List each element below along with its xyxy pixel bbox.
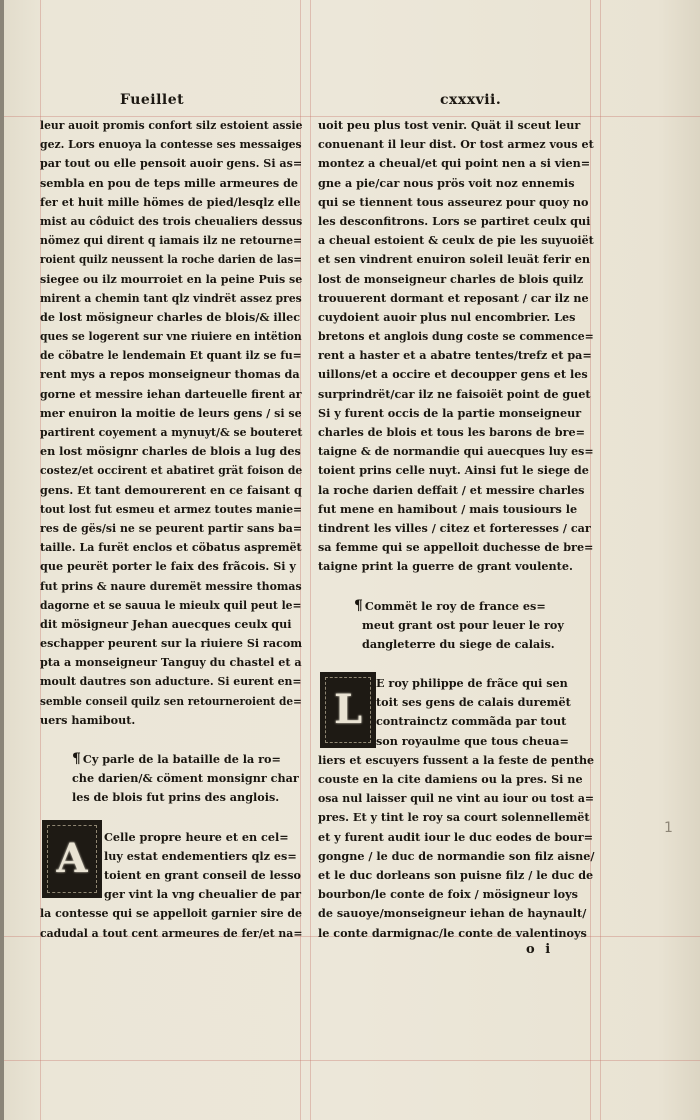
rubric-line: che darien/& cöment monsignr char [72, 771, 299, 786]
right-rubric [318, 597, 594, 655]
text-line: de lost mösigneur charles de blois/& illec [40, 309, 301, 324]
text-line: mer enuiron la moitie de leurs gens / si se [40, 405, 302, 420]
rubric-line: Cy parle de la bataille de la ro= [82, 752, 281, 766]
text-line: pta a monseigneur Tanguy du chastel et a [40, 655, 302, 670]
pilcrow-icon: ¶ [354, 597, 363, 614]
text-line: gens. Et tant demourerent en ce faisant q [40, 482, 302, 497]
ruling-line [4, 1060, 700, 1061]
running-head-right: cxxxvii. [440, 92, 502, 108]
running-head-left: Fueillet [120, 92, 185, 108]
text-line: mirent a chemin tant qlz vindrët assez pres [40, 290, 302, 305]
text-line: charles de blois et tous les barons de bre= [318, 425, 585, 439]
text-line: res de gës/si ne se peurent partir sans ba= [40, 520, 303, 535]
text-line: gez. Lors enuoya la contesse ses messaiges [40, 137, 302, 152]
right-column [318, 116, 594, 943]
text-line: toient prins celle nuyt. Ainsi fut le siege de [318, 463, 589, 478]
text-line: et sen vindrent enuiron soleil leuät ferir en [318, 252, 591, 267]
rubric-line: Commët le roy de france es= [364, 598, 546, 613]
text-line: semble conseil quilz sen retourneroient de= [40, 693, 302, 708]
text-line: Si y furent occis de la partie monseigneur [318, 405, 582, 420]
text-line: a cheual estoient & ceulx de pie les suyuoiët [318, 233, 594, 248]
text-line: trouuerent dormant et reposant / car ilz ne [318, 290, 589, 305]
text-line: luy estat endementiers qlz es= [104, 848, 297, 863]
text-line: de cöbatre le lendemain Et quant ilz se fu= [40, 348, 302, 363]
initial-letter: A [56, 835, 88, 882]
text-line: nömez qui dirent q iamais ilz ne retourne= [40, 233, 303, 248]
text-line: tout lost fut esmeu et armez toutes manie= [40, 501, 303, 516]
text-line: sembla en pou de teps mille armeures de [40, 175, 299, 190]
text-line: E roy philippe de frãce qui sen [376, 676, 568, 691]
pilcrow-icon: ¶ [72, 751, 81, 767]
text-line: ques se logerent sur vne riuiere en intëtion [40, 329, 302, 344]
text-line: et le duc dorleans son puisne filz / le duc de [318, 867, 594, 882]
text-line: bourbon/le conte de foix / mösigneur loys [318, 887, 578, 902]
text-line: Celle propre heure et en cel= [104, 829, 289, 844]
text-line: liers et escuyers fussent a la feste de penthe [318, 752, 595, 767]
text-line: contrainctz commãda par tout [376, 714, 567, 729]
text-line: pres. Et y tint le roy sa court solennellemët [318, 810, 590, 825]
text-line: que peurët porter le faix des frãcois. Si y [40, 559, 296, 574]
text-line: eschapper peurent sur la riuiere Si racom [40, 636, 303, 651]
text-line: couste en la cite damiens ou la pres. Si ne [318, 772, 583, 786]
text-line: toient en grant conseil de lesso [104, 867, 301, 882]
text-line: taille. La furët enclos et cöbatus aspremët [40, 540, 302, 555]
text-line: costez/et occirent et abatiret grät foison de [40, 463, 303, 478]
rubric-line: meut grant ost pour leuer le roy [362, 617, 564, 632]
text-line: siegee ou ilz mourroiet en la peine Puis se [40, 271, 303, 286]
text-line: tindrent les villes / citez et forteresses / car [318, 520, 591, 535]
text-line: le conte darmignac/le conte de valentinoys [318, 925, 587, 940]
initial-L-woodcut [320, 672, 376, 748]
text-line: roient quilz neussent la roche darien de las= [40, 252, 302, 267]
text-line: osa nul laisser quil ne vint au iour ou tost a= [318, 791, 595, 806]
text-line: taigne print la guerre de grant voulente. [318, 559, 573, 574]
text-line: partirent coyement a mynuyt/& se bouteret [40, 425, 303, 439]
left-paragraph-1 [40, 116, 302, 730]
initial-letter: L [333, 686, 363, 733]
text-line: par tout ou elle pensoit auoir gens. Si as= [40, 156, 303, 171]
text-line: uillons/et a occire et decoupper gens et les [318, 367, 588, 382]
text-line: lost de monseigneur charles de blois quilz [318, 271, 584, 286]
right-paragraph-1 [318, 116, 594, 577]
text-line: rent mys a repos monseigneur thomas da [40, 367, 300, 382]
ruling-line [310, 0, 311, 1120]
text-line: cadudal a tout cent armeures de fer/et na= [40, 925, 303, 940]
text-line: uers hamibout. [40, 712, 136, 727]
text-line: montez a cheual/et qui point nen a si vien= [318, 156, 591, 171]
text-line: son royaulme que tous cheua= [376, 733, 569, 748]
signature-mark: o i [526, 942, 554, 957]
text-line: qui se tiennent tous asseurez pour quoy no [318, 194, 589, 209]
book-page [4, 0, 700, 1120]
text-line: taigne & de normandie qui auecques luy es= [318, 444, 594, 459]
text-line: la roche darien deffait / et messire charles [318, 482, 585, 497]
text-line: les desconfitrons. Lors se partiret ceulx qui [318, 213, 591, 228]
text-line: uoit peu plus tost venir. Quät il sceut leur [318, 118, 581, 132]
text-line: et y furent audit iour le duc eodes de bour= [318, 829, 594, 844]
text-line: fut mene en hamibout / mais tousiours le [318, 501, 578, 516]
text-line: de sauoye/monseigneur iehan de haynault/ [318, 906, 587, 921]
text-line: cuydoient auoir plus nul encombrier. Les [318, 309, 576, 324]
text-line: sa femme qui se appelloit duchesse de bre= [318, 540, 594, 555]
text-line: gne a pie/car nous prös voit noz ennemis [318, 175, 575, 190]
ruling-line [600, 0, 601, 1120]
rubric-line: les de blois fut prins des anglois. [72, 790, 280, 805]
rubric-line: dangleterre du siege de calais. [362, 636, 555, 651]
text-line: leur auoit promis confort silz estoient assie [40, 118, 303, 132]
text-line: fer et huit mille hömes de pied/lesqlz elle [40, 194, 301, 209]
text-line: mist au côduict des trois cheualiers dessus [40, 213, 303, 228]
text-line: fut prins & naure duremët messire thomas [40, 578, 302, 593]
text-line: rent a haster et a abatre tentes/trefz et pa= [318, 348, 592, 363]
left-column [40, 116, 302, 943]
text-line: ger vint la vng cheualier de par [104, 887, 302, 902]
text-line: gorne et messire iehan darteuelle firent ar [40, 386, 302, 401]
text-line: dit mösigneur Jehan auecques ceulx qui [40, 616, 292, 631]
left-rubric [40, 750, 302, 808]
text-line: conuenant il leur dist. Or tost armez vous et [318, 137, 594, 152]
initial-A-woodcut [42, 820, 102, 898]
text-line: dagorne et se sauua le mieulx quil peut le= [40, 597, 302, 612]
text-line: bretons et anglois dung coste se commence= [318, 329, 594, 344]
text-line: la contesse qui se appelloit garnier sire de [40, 906, 303, 921]
text-line: moult dautres son aducture. Si eurent en= [40, 674, 302, 689]
margin-note: 1 [664, 820, 673, 836]
text-line: en lost mösignr charles de blois a lug des [40, 444, 301, 459]
text-line: surprindrët/car ilz ne faisoiët point de guet [318, 386, 591, 401]
text-line: gongne / le duc de normandie son filz aisne/ [318, 848, 595, 863]
text-line: toit ses gens de calais duremët [376, 695, 571, 710]
